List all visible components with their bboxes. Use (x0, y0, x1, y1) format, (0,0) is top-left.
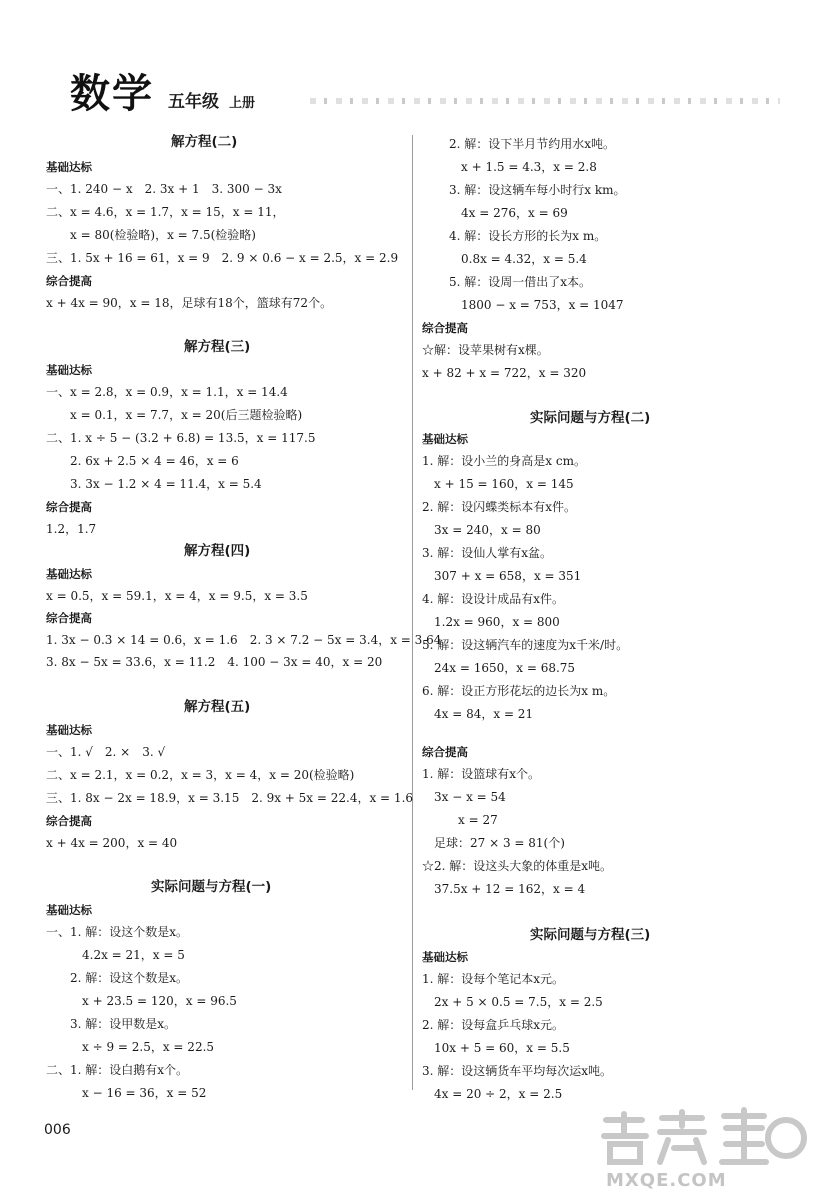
answer-line: 1. 解：设小兰的身高是x cm。 (422, 454, 586, 468)
section-label: 综合提高 (422, 321, 468, 335)
answer-line: 24x = 1650，x = 68.75 (422, 661, 576, 675)
answer-line: 0.8x = 4.32，x = 5.4 (449, 252, 587, 266)
answer-line: 一、1. 240 − x 2. 3x + 1 3. 300 − 3x (46, 182, 282, 196)
section-title: 解方程(五) (184, 699, 251, 715)
section-label: 基础达标 (422, 950, 468, 964)
answer-line: 2. 解：设这个数是x。 (46, 971, 189, 985)
answer-line: 1. 解：设篮球有x个。 (422, 767, 541, 781)
answer-line: 2. 解：设每盒乒乓球x元。 (422, 1018, 565, 1032)
section-label: 基础达标 (46, 567, 92, 581)
watermark-logo-icon (596, 1106, 808, 1170)
section-label: 基础达标 (422, 432, 468, 446)
answer-line: 3. 8x − 5x = 33.6，x = 11.2 4. 100 − 3x = 40，x = 20 (46, 655, 383, 669)
section-title: 解方程(四) (184, 543, 251, 559)
answer-line: 3. 解：设这辆货车平均每次运x吨。 (422, 1064, 613, 1078)
section-label: 基础达标 (46, 160, 92, 174)
answer-line: 4x = 276，x = 69 (449, 206, 568, 220)
answer-line: 2. 解：设闪蝶类标本有x件。 (422, 500, 577, 514)
answer-line: 4.2x = 21，x = 5 (46, 948, 185, 962)
answer-line: 3. 解：设甲数是x。 (46, 1017, 177, 1031)
answer-line: 2x + 5 × 0.5 = 7.5，x = 2.5 (422, 995, 603, 1009)
answer-line: 2. 解：设下半月节约用水x吨。 (449, 137, 616, 151)
subject-title: 数学 (70, 71, 154, 117)
answer-line: x = 0.1，x = 7.7，x = 20(后三题检验略) (46, 408, 303, 422)
answer-line: 1. 3x − 0.3 × 14 = 0.6，x = 1.6 2. 3 × 7.2 − 5x = 3.4，x = 3.64 (46, 633, 442, 647)
answer-line: 1.2，1.7 (46, 522, 97, 536)
answer-line: x + 1.5 = 4.3，x = 2.8 (449, 160, 597, 174)
section-title: 实际问题与方程(二) (530, 410, 651, 426)
answer-line: x + 15 = 160，x = 145 (422, 477, 574, 491)
answer-line: 足球：27 × 3 = 81(个) (422, 836, 565, 850)
answer-line: 三、1. 5x + 16 = 61，x = 9 2. 9 × 0.6 − x = 2.5，x = 2.9 (46, 251, 399, 265)
answer-line: 3. 3x − 1.2 × 4 = 11.4，x = 5.4 (46, 477, 262, 491)
answer-line: 5. 解：设这辆汽车的速度为x千米/时。 (422, 638, 629, 652)
volume-label: 上册 (229, 96, 256, 111)
answer-line: x + 82 + x = 722，x = 320 (422, 366, 587, 380)
answer-line: 307 + x = 658，x = 351 (422, 569, 582, 583)
column-divider (412, 135, 413, 1090)
answer-line: 3. 解：设这辆车每小时行x km。 (449, 183, 626, 197)
section-label: 基础达标 (46, 363, 92, 377)
section-label: 基础达标 (46, 723, 92, 737)
answer-line: 二、1. x ÷ 5 − (3.2 + 6.8) = 13.5，x = 117.5 (46, 431, 316, 445)
answer-line: 1. 解：设每个笔记本x元。 (422, 972, 565, 986)
answer-line: 2. 6x + 2.5 × 4 = 46，x = 6 (46, 454, 239, 468)
answer-line: 二、1. 解：设白鹅有x个。 (46, 1063, 189, 1077)
answer-line: ☆解：设苹果树有x棵。 (422, 343, 549, 357)
answer-line: x ÷ 9 = 2.5，x = 22.5 (46, 1040, 215, 1054)
answer-line: 4. 解：设长方形的长为x m。 (449, 229, 607, 243)
answer-line: 二、x = 4.6，x = 1.7，x = 15，x = 11， (46, 205, 285, 219)
answer-line: x + 4x = 90，x = 18，足球有18个，篮球有72个。 (46, 296, 333, 310)
answer-line: 3. 解：设仙人掌有x盆。 (422, 546, 553, 560)
section-label: 综合提高 (46, 814, 92, 828)
answer-line: x + 23.5 = 120，x = 96.5 (46, 994, 237, 1008)
answer-line: ☆2. 解：设这头大象的体重是x吨。 (422, 859, 613, 873)
watermark-url: MXQE.COM (606, 1170, 727, 1191)
section-label: 综合提高 (46, 611, 92, 625)
section-label: 综合提高 (422, 745, 468, 759)
answer-line: 一、1. √ 2. × 3. √ (46, 745, 166, 759)
answer-line: 3x = 240，x = 80 (422, 523, 541, 537)
answer-line: x = 0.5，x = 59.1，x = 4，x = 9.5，x = 3.5 (46, 589, 308, 603)
section-title: 解方程(三) (184, 339, 251, 355)
answer-line: 4x = 20 ÷ 2，x = 2.5 (422, 1087, 563, 1101)
answer-line: 4. 解：设设计成品有x件。 (422, 592, 565, 606)
section-label: 综合提高 (46, 500, 92, 514)
answer-line: 3x − x = 54 (422, 790, 506, 804)
section-label: 基础达标 (46, 903, 92, 917)
answer-line: 一、x = 2.8，x = 0.9，x = 1.1，x = 14.4 (46, 385, 288, 399)
answer-line: 三、1. 8x − 2x = 18.9，x = 3.15 2. 9x + 5x = 22.4，x = 1.6 (46, 791, 414, 805)
answer-line: 37.5x + 12 = 162，x = 4 (422, 882, 586, 896)
page-number: 006 (44, 1122, 71, 1138)
header-decoration (310, 98, 780, 104)
answer-line: x + 4x = 200，x = 40 (46, 836, 178, 850)
answer-line: 10x + 5 = 60，x = 5.5 (422, 1041, 570, 1055)
answer-line: x = 80(检验略)，x = 7.5(检验略) (46, 228, 256, 242)
section-title: 解方程(二) (171, 134, 238, 150)
answer-line: x − 16 = 36，x = 52 (46, 1086, 207, 1100)
section-title: 实际问题与方程(三) (530, 927, 651, 943)
answer-line: 1.2x = 960，x = 800 (422, 615, 560, 629)
answer-line: 4x = 84，x = 21 (422, 707, 534, 721)
section-title: 实际问题与方程(一) (151, 879, 272, 895)
answer-line: 5. 解：设周一借出了x本。 (449, 275, 592, 289)
answer-line: 1800 − x = 753，x = 1047 (449, 298, 624, 312)
watermark (596, 1106, 808, 1194)
answer-line: 二、x = 2.1，x = 0.2，x = 3，x = 4，x = 20(检验略) (46, 768, 355, 782)
grade-label: 五年级 (168, 92, 219, 112)
answer-line: x = 27 (422, 813, 498, 827)
section-label: 综合提高 (46, 274, 92, 288)
answer-line: 一、1. 解：设这个数是x。 (46, 925, 189, 939)
answer-line: 6. 解：设正方形花坛的边长为x m。 (422, 684, 616, 698)
